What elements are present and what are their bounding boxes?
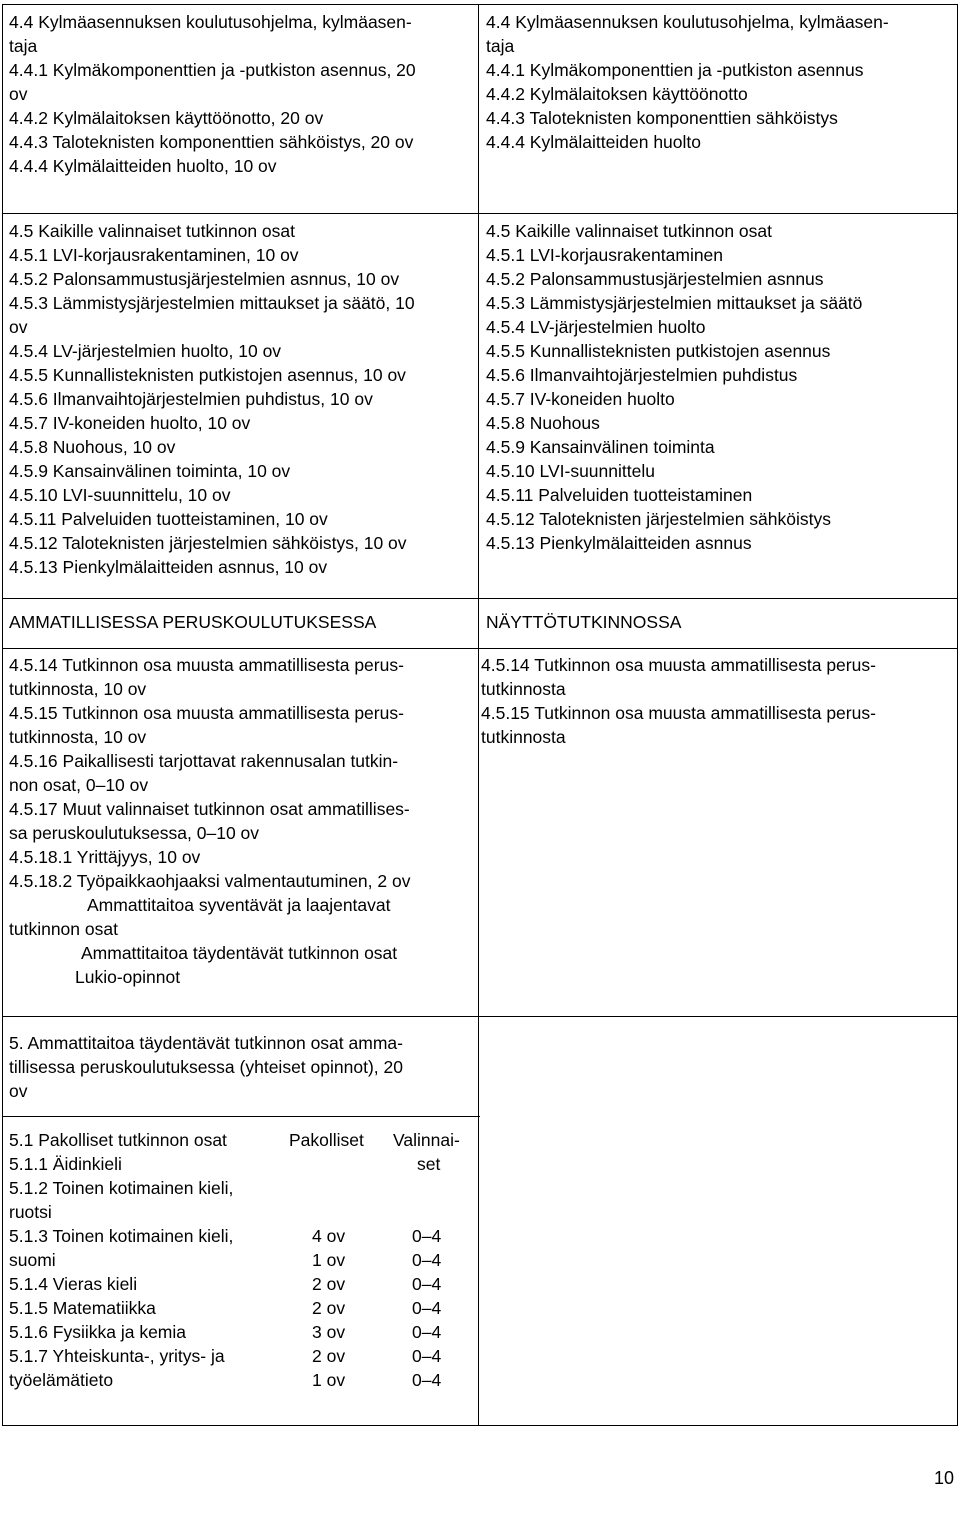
left-sec45 bbox=[9, 219, 415, 579]
text-line: 4.5.11 Palveluiden tuotteistaminen bbox=[486, 485, 753, 505]
text-line: 4.5.10 LVI-suunnittelu, 10 ov bbox=[9, 485, 231, 505]
column-header: set bbox=[417, 1154, 441, 1174]
table-border-right bbox=[957, 4, 958, 1425]
table-border-left bbox=[2, 4, 3, 1425]
text-line: 4.5.12 Taloteknisten järjestelmien sähköistys, 10 ov bbox=[9, 533, 407, 553]
text-line: non osat, 0–10 ov bbox=[9, 775, 149, 795]
text-line: 4.5.18.2 Työpaikkaohjaaksi valmentautuminen, 2 ov bbox=[9, 871, 411, 891]
text-line: 4.4.2 Kylmälaitoksen käyttöönotto bbox=[486, 84, 748, 104]
section-heading: NÄYTTÖTUTKINNOSSA bbox=[486, 612, 682, 632]
text-line: 4.5 Kaikille valinnaiset tutkinnon osat bbox=[9, 221, 296, 241]
table51-cell: 4 ov bbox=[312, 1226, 346, 1246]
text-line: 4.5.14 Tutkinnon osa muusta ammatillisesta perus- bbox=[9, 655, 404, 675]
table51-cell: 0–4 bbox=[412, 1346, 442, 1366]
table51-name: 5.1.3 Toinen kotimainen kieli, bbox=[9, 1226, 234, 1246]
text-line: 4.5.8 Nuohous, 10 ov bbox=[9, 437, 176, 457]
text-line: 4.5.13 Pienkylmälaitteiden asnnus bbox=[486, 533, 752, 553]
text-line: 4.5.4 LV-järjestelmien huolto, 10 ov bbox=[9, 341, 282, 361]
text-line: tutkinnosta, 10 ov bbox=[9, 727, 147, 747]
text-line-indented: Ammattitaitoa täydentävät tutkinnon osat bbox=[81, 943, 398, 963]
table51-pakolliset bbox=[312, 1224, 345, 1392]
text-line: 4.5.16 Paikallisesti tarjottavat rakennusalan tutkin- bbox=[9, 751, 399, 771]
text-line-indented: Lukio-opinnot bbox=[75, 967, 181, 987]
table51-name: 5.1.6 Fysiikka ja kemia bbox=[9, 1322, 187, 1342]
text-line: 4.5.14 Tutkinnon osa muusta ammatillisesta perus- bbox=[481, 655, 876, 675]
right-sec4514 bbox=[481, 653, 876, 749]
text-line: 4.5.15 Tutkinnon osa muusta ammatillisesta perus- bbox=[481, 703, 876, 723]
text-line: 4.5 Kaikille valinnaiset tutkinnon osat bbox=[486, 221, 773, 241]
table51-cell: 0–4 bbox=[412, 1250, 442, 1270]
table51-pakolliset-header bbox=[289, 1128, 364, 1152]
table51-name: suomi bbox=[9, 1250, 56, 1270]
text-line: tutkinnon osat bbox=[9, 919, 118, 939]
text-line: 4.5.13 Pienkylmälaitteiden asnnus, 10 ov bbox=[9, 557, 328, 577]
table51-names bbox=[9, 1128, 233, 1392]
text-line: tutkinnosta bbox=[481, 679, 566, 699]
table51-cell: 2 ov bbox=[312, 1346, 346, 1366]
row-divider-heading bbox=[2, 598, 958, 599]
text-line: tillisessa peruskoulutuksessa (yhteiset opinnot), 20 bbox=[9, 1057, 403, 1077]
right-sec44 bbox=[486, 10, 889, 154]
table51-cell: 0–4 bbox=[412, 1274, 442, 1294]
text-line: 4.5.2 Palonsammustusjärjestelmien asnnus, 10 ov bbox=[9, 269, 400, 289]
text-line: 4.5.2 Palonsammustusjärjestelmien asnnus bbox=[486, 269, 824, 289]
table51-cell: 2 ov bbox=[312, 1274, 346, 1294]
text-line: sa peruskoulutuksessa, 0–10 ov bbox=[9, 823, 260, 843]
heading-ammatillisessa bbox=[9, 610, 376, 634]
row-divider-sec45 bbox=[2, 213, 958, 214]
text-line-indented: Ammattitaitoa syventävät ja laajentavat bbox=[87, 895, 391, 915]
text-line: tutkinnosta bbox=[481, 727, 566, 747]
table51-name: 5.1.1 Äidinkieli bbox=[9, 1154, 122, 1174]
text-line: 4.4.2 Kylmälaitoksen käyttöönotto, 20 ov bbox=[9, 108, 324, 128]
table51-name: 5.1.4 Vieras kieli bbox=[9, 1274, 138, 1294]
text-line: 4.5.11 Palveluiden tuotteistaminen, 10 ov bbox=[9, 509, 328, 529]
text-line: 4.5.1 LVI-korjausrakentaminen, 10 ov bbox=[9, 245, 299, 265]
text-line: 4.5.10 LVI-suunnittelu bbox=[486, 461, 655, 481]
table51-valinnaiset-header bbox=[393, 1128, 460, 1176]
text-line: 4.4.3 Taloteknisten komponenttien sähköistys bbox=[486, 108, 838, 128]
text-line: tutkinnosta, 10 ov bbox=[9, 679, 147, 699]
text-line: 4.5.6 Ilmanvaihtojärjestelmien puhdistus bbox=[486, 365, 798, 385]
section-heading: AMMATILLISESSA PERUSKOULUTUKSESSA bbox=[9, 612, 377, 632]
text-line: 4.4.1 Kylmäkomponenttien ja -putkiston asennus, 20 bbox=[9, 60, 416, 80]
table-border-top bbox=[2, 4, 958, 5]
text-line: ov bbox=[9, 317, 28, 337]
table-column-divider bbox=[478, 4, 479, 1425]
page-number: 10 bbox=[933, 1468, 954, 1488]
text-line: 4.5.12 Taloteknisten järjestelmien sähköistys bbox=[486, 509, 832, 529]
table51-name: ruotsi bbox=[9, 1202, 52, 1222]
text-line: 4.4.3 Taloteknisten komponenttien sähköistys, 20 ov bbox=[9, 132, 414, 152]
text-line: 4.5.4 LV-järjestelmien huolto bbox=[486, 317, 706, 337]
text-line: 4.5.1 LVI-korjausrakentaminen bbox=[486, 245, 724, 265]
text-line: 4.5.9 Kansainvälinen toiminta, 10 ov bbox=[9, 461, 291, 481]
text-line: 4.5.7 IV-koneiden huolto, 10 ov bbox=[9, 413, 251, 433]
text-line: 5. Ammattitaitoa täydentävät tutkinnon osat amma- bbox=[9, 1033, 403, 1053]
right-sec45 bbox=[486, 219, 862, 555]
text-line: ov bbox=[9, 84, 28, 104]
text-line: 4.5.15 Tutkinnon osa muusta ammatillisesta perus- bbox=[9, 703, 404, 723]
column-header: Valinnai- bbox=[393, 1130, 460, 1150]
heading-nayttotutkinnossa bbox=[486, 610, 681, 634]
text-line: 4.4.4 Kylmälaitteiden huolto, 10 ov bbox=[9, 156, 277, 176]
table51-cell: 1 ov bbox=[312, 1250, 346, 1270]
table-border-bottom bbox=[2, 1425, 958, 1426]
table51-name: 5.1.2 Toinen kotimainen kieli, bbox=[9, 1178, 234, 1198]
text-line: ov bbox=[9, 1081, 28, 1101]
text-line: 4.5.8 Nuohous bbox=[486, 413, 600, 433]
table51-cell: 3 ov bbox=[312, 1322, 346, 1342]
table51-cell: 0–4 bbox=[412, 1370, 442, 1390]
text-line: taja bbox=[9, 36, 38, 56]
table51-name: 5.1.5 Matematiikka bbox=[9, 1298, 156, 1318]
text-line: 4.5.5 Kunnallisteknisten putkistojen asennus, 10 ov bbox=[9, 365, 406, 385]
row-divider-sec5 bbox=[2, 1016, 958, 1017]
text-line: 4.4.1 Kylmäkomponenttien ja -putkiston asennus bbox=[486, 60, 864, 80]
text-line: 4.4.4 Kylmälaitteiden huolto bbox=[486, 132, 701, 152]
text-line: 4.4 Kylmäasennuksen koulutusohjelma, kylmäasen- bbox=[9, 12, 412, 32]
text-line: 4.5.3 Lämmistysjärjestelmien mittaukset ja säätö bbox=[486, 293, 863, 313]
text-line: 4.4 Kylmäasennuksen koulutusohjelma, kylmäasen- bbox=[486, 12, 889, 32]
table51-cell: 0–4 bbox=[412, 1226, 442, 1246]
table51-valinnaiset bbox=[412, 1224, 441, 1392]
table51-cell: 0–4 bbox=[412, 1298, 442, 1318]
table51-name: 5.1 Pakolliset tutkinnon osat bbox=[9, 1130, 227, 1150]
text-line: 4.5.18.1 Yrittäjyys, 10 ov bbox=[9, 847, 201, 867]
row-divider-sec4514 bbox=[2, 648, 958, 649]
table51-name: työelämätieto bbox=[9, 1370, 114, 1390]
text-line: 4.5.5 Kunnallisteknisten putkistojen asennus bbox=[486, 341, 831, 361]
column-header: Pakolliset bbox=[289, 1130, 364, 1150]
table51-name: 5.1.7 Yhteiskunta-, yritys- ja bbox=[9, 1346, 225, 1366]
row-divider-table51 bbox=[2, 1116, 480, 1117]
table51-cell: 2 ov bbox=[312, 1298, 346, 1318]
left-sec5 bbox=[9, 1031, 403, 1103]
text-line: taja bbox=[486, 36, 515, 56]
left-sec44 bbox=[9, 10, 416, 178]
text-line: 4.5.9 Kansainvälinen toiminta bbox=[486, 437, 715, 457]
text-line: 4.5.17 Muut valinnaiset tutkinnon osat ammatillises- bbox=[9, 799, 410, 819]
text-line: 4.5.7 IV-koneiden huolto bbox=[486, 389, 675, 409]
left-sec4514 bbox=[9, 653, 410, 989]
table51-cell: 1 ov bbox=[312, 1370, 346, 1390]
table51-cell: 0–4 bbox=[412, 1322, 442, 1342]
text-line: 4.5.3 Lämmistysjärjestelmien mittaukset ja säätö, 10 bbox=[9, 293, 415, 313]
text-line: 4.5.6 Ilmanvaihtojärjestelmien puhdistus, 10 ov bbox=[9, 389, 373, 409]
